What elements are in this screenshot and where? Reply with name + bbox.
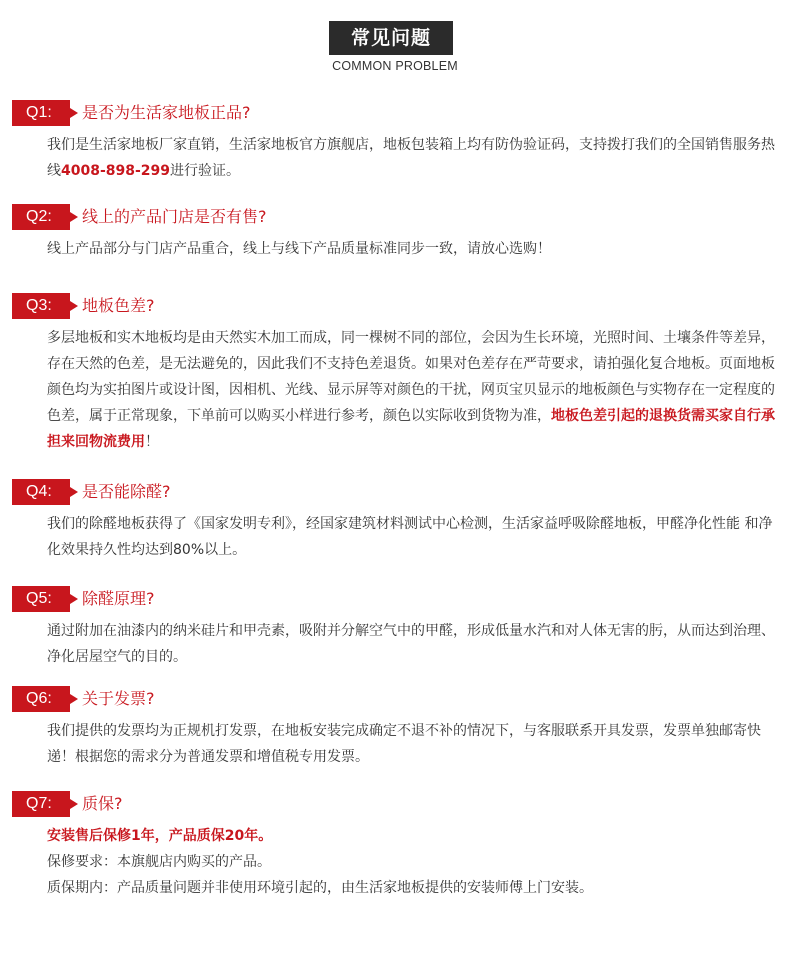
question-tag: Q2: bbox=[12, 204, 70, 230]
question-title: 除醛原理? bbox=[82, 589, 155, 608]
question-title: 线上的产品门店是否有售? bbox=[82, 207, 267, 226]
faq-item bbox=[12, 686, 782, 770]
faq-item bbox=[12, 293, 782, 455]
question-tag: Q5: bbox=[12, 586, 70, 612]
answer-text: 我们是生活家地板厂家直销，生活家地板官方旗舰店，地板包装箱上均有防伪验证码，支持拨打我们的全国销售服务热线4008-898-299进行验证。 bbox=[47, 137, 775, 179]
hotline-number: 4008-898-299 bbox=[61, 163, 171, 179]
question-title: 质保? bbox=[82, 794, 123, 813]
question-title: 关于发票? bbox=[82, 689, 155, 708]
question-tag: Q3: bbox=[12, 293, 70, 319]
question-title: 地板色差? bbox=[82, 296, 155, 315]
answer-text: 通过附加在油漆内的纳米硅片和甲壳素，吸附并分解空气中的甲醛，形成低量水汽和对人体无害的肟，从而达到治理、净化居屋空气的目的。 bbox=[47, 623, 775, 665]
answer-text bbox=[47, 823, 782, 901]
answer-text: 我们的除醛地板获得了《国家发明专利》，经国家建筑材料测试中心检测，生活家益呼吸除醛地板，甲醛净化性能 和净化效果持久性均达到80%以上。 bbox=[47, 516, 773, 558]
question-tag: Q1: bbox=[12, 100, 70, 126]
section-title: 常见问题 bbox=[329, 21, 453, 55]
question-tag: Q4: bbox=[12, 479, 70, 505]
question-tag: Q6: bbox=[12, 686, 70, 712]
faq-item bbox=[12, 100, 782, 184]
warranty-highlight: 安装售后保修1年，产品质保20年。 bbox=[47, 828, 273, 844]
answer-text: 我们提供的发票均为正规机打发票，在地板安装完成确定不退不补的情况下，与客服联系开具发票，发票单独邮寄快递！根据您的需求分为普通发票和增值税专用发票。 bbox=[47, 723, 761, 765]
faq-item bbox=[12, 586, 782, 670]
section-subtitle: COMMON PROBLEM bbox=[332, 59, 458, 73]
faq-item bbox=[12, 479, 782, 563]
warranty-requirement: 保修要求：本旗舰店内购买的产品。 bbox=[47, 854, 271, 870]
question-title: 是否为生活家地板正品? bbox=[82, 103, 251, 122]
answer-text: 线上产品部分与门店产品重合，线上与线下产品质量标准同步一致，请放心选购！ bbox=[47, 241, 551, 257]
highlight-note: 地板色差引起的退换货需买家自行承担来回物流费用 bbox=[47, 408, 775, 450]
faq-item bbox=[12, 791, 782, 901]
question-tag: Q7: bbox=[12, 791, 70, 817]
warranty-period: 质保期内：产品质量问题并非使用环境引起的，由生活家地板提供的安装师傅上门安装。 bbox=[47, 880, 593, 896]
answer-text: 多层地板和实木地板均是由天然实木加工而成，同一棵树不同的部位，会因为生长环境，光照时间、土壤条件等差异，存在天然的色差，是无法避免的，因此我们不支持色差退货。如果对色差存在严苛要求，请拍强化复合地板。页面地板颜色均为实拍图片或设计图，因相机、光线、显示屏等对颜色的干扰，网页宝贝显示的地板颜色与实物存在一定程度的色差，属于正常现象，下单前可以购买小样进行参考，颜色以实际收到货物为准，地板色差引起的退换货需买家自行承担来回物流费用！ bbox=[47, 330, 775, 450]
question-title: 是否能除醛? bbox=[82, 482, 171, 501]
faq-item bbox=[12, 204, 782, 262]
